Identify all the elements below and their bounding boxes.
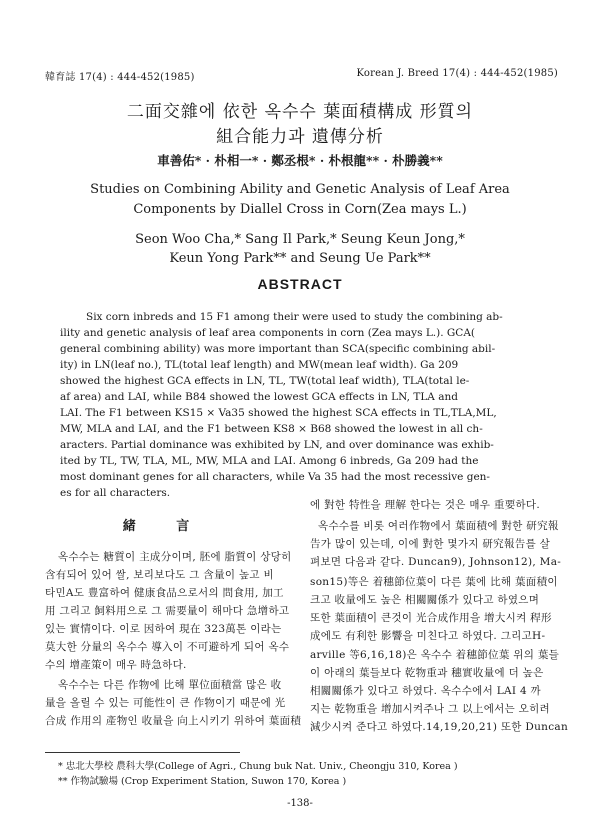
korean-title-line-1: 二面交雜에 依한 옥수수 葉面積構成 形質의 <box>126 102 474 122</box>
abstract-line: LAI. The F1 between KS15 × Va35 showed the highest SCA effects in TL,TLA,ML, <box>60 407 497 419</box>
footnote-divider <box>45 752 240 753</box>
korean-title-line-2: 組合能力과 遺傳分析 <box>216 127 384 147</box>
right-column-line: arville 等6,16,18)은 옥수수 着穗節位葉 위의 葉들 <box>310 649 560 661</box>
left-column-line: 있는 實情이다. 이로 因하여 現在 323萬톤 이라는 <box>45 623 282 635</box>
left-column-line: 量을 올릴 수 있는 可能性이 큰 作物이기 때문에 光 <box>45 697 286 709</box>
left-column-line: 옥수수는 다른 作物에 比해 單位面積當 많은 收 <box>58 679 282 691</box>
english-title-line-2: Components by Diallel Cross in Corn(Zea mays L.) <box>133 202 467 217</box>
english-authors-line-1: Seon Woo Cha,* Sang Il Park,* Seung Keun Jong,* <box>135 232 465 247</box>
right-column-line: son15)等은 着穗節位葉이 다른 葉에 比해 葉面積이 <box>310 576 558 588</box>
abstract-line: most dominant genes for all characters, while Va 35 had the most recessive gen- <box>60 471 490 483</box>
running-header-right: Korean J. Breed 17(4) : 444-452(1985) <box>356 68 558 79</box>
abstract-line: Six corn inbreds and 15 F1 among their were used to study the combining ab- <box>86 311 503 323</box>
footnote-affiliation-2: ** 作物試驗場 (Crop Experiment Station, Suwon 170, Korea ) <box>58 776 347 787</box>
section-heading-introduction: 緒 言 <box>122 519 208 534</box>
abstract-line: MW, MLA and LAI, and the F1 between KS8 × B68 showed the lowest in all ch- <box>60 423 483 435</box>
right-column-line: 告가 많이 있는데, 이에 對한 몇가지 研究報告를 살 <box>310 538 551 550</box>
abstract-heading: ABSTRACT <box>257 276 343 292</box>
footnote-affiliation-1: * 忠北大學校 農科大學(College of Agri., Chung buk Nat. Univ., Cheongju 310, Korea ) <box>58 761 458 772</box>
right-column-line: 옥수수를 비롯 여러作物에서 葉面積에 對한 研究報 <box>318 520 559 532</box>
right-column-line: 減少시켜 준다고 하였다.14,19,20,21) 또한 Duncan <box>310 721 569 733</box>
left-column-line: 含有되어 있어 쌀, 보리보다도 그 含量이 높고 비 <box>45 569 274 581</box>
right-column-line: 펴보면 다음과 같다. Duncan9), Johnson12), Ma- <box>310 556 562 568</box>
right-column-line: 相關關係가 있다고 하였다. 옥수수에서 LAI 4 까 <box>310 685 542 697</box>
abstract-line: showed the highest GCA effects in LN, TL, TW(total leaf width), TLA(total le- <box>60 375 470 387</box>
right-column-line: 지는 乾物重을 增加시켜주나 그 以上에서는 오히려 <box>310 703 550 715</box>
right-column-line: 또한 葉面積이 큰것이 光合成作用을 增大시켜 稈形 <box>310 612 552 624</box>
left-column-line: 수의 增產策이 매우 時急하다. <box>45 659 187 671</box>
abstract-line: ility and genetic analysis of leaf area components in corn (Zea mays L.). GCA( <box>60 327 476 339</box>
right-column-line: 크고 收量에도 높은 相關關係가 있다고 하였으며 <box>310 594 540 606</box>
english-title-line-1: Studies on Combining Ability and Genetic Analysis of Leaf Area <box>90 182 510 197</box>
left-column-line: 옥수수는 糖質이 主成分이며, 胚에 脂質이 상당히 <box>58 551 292 563</box>
english-authors-line-2: Keun Yong Park** and Seung Ue Park** <box>169 251 431 266</box>
korean-authors: 車善佑* · 朴相一* · 鄭丞根* · 朴根龍** · 朴勝義** <box>157 153 443 168</box>
page-number: -138- <box>287 798 313 809</box>
abstract-line: ited by TL, TW, TLA, ML, MW, MLA and LAI. Among 6 inbreds, Ga 209 had the <box>60 455 479 467</box>
abstract-line: ity) in LN(leaf no.), TL(total leaf length) and MW(mean leaf width). Ga 209 <box>60 359 459 371</box>
abstract-line: general combining ability) was more important than SCA(specific combining abil- <box>60 343 496 355</box>
left-column-line: 타민A도 豊富하여 健康食品으로서의 問食用, 加工 <box>45 587 284 599</box>
running-header-left: 韓育誌 17(4) : 444-452(1985) <box>45 72 195 83</box>
right-column-line: 에 對한 特性을 理解 한다는 것은 매우 重要하다. <box>310 499 541 511</box>
abstract-line: af area) and LAI, while B84 showed the lowest GCA effects in LN, TLA and <box>60 391 458 403</box>
left-column-line: 用 그리고 飼料用으로 그 需要量이 해마다 急增하고 <box>45 605 290 617</box>
left-column-line: 合成 作用의 產物인 收量을 向上시키기 위하여 葉面積 <box>45 715 302 727</box>
left-column-line: 莫大한 分量의 옥수수 導入이 不可避하게 되어 옥수 <box>45 641 290 653</box>
abstract-line: es for all characters. <box>60 487 171 499</box>
abstract-line: aracters. Partial dominance was exhibited by LN, and over dominance was exhib- <box>60 439 494 451</box>
right-column-line: 이 아래의 葉들보다 乾物重과 穗實收量에 더 높은 <box>310 667 544 679</box>
right-column-line: 成에도 有利한 影響을 미친다고 하였다. 그리고H- <box>310 630 546 642</box>
